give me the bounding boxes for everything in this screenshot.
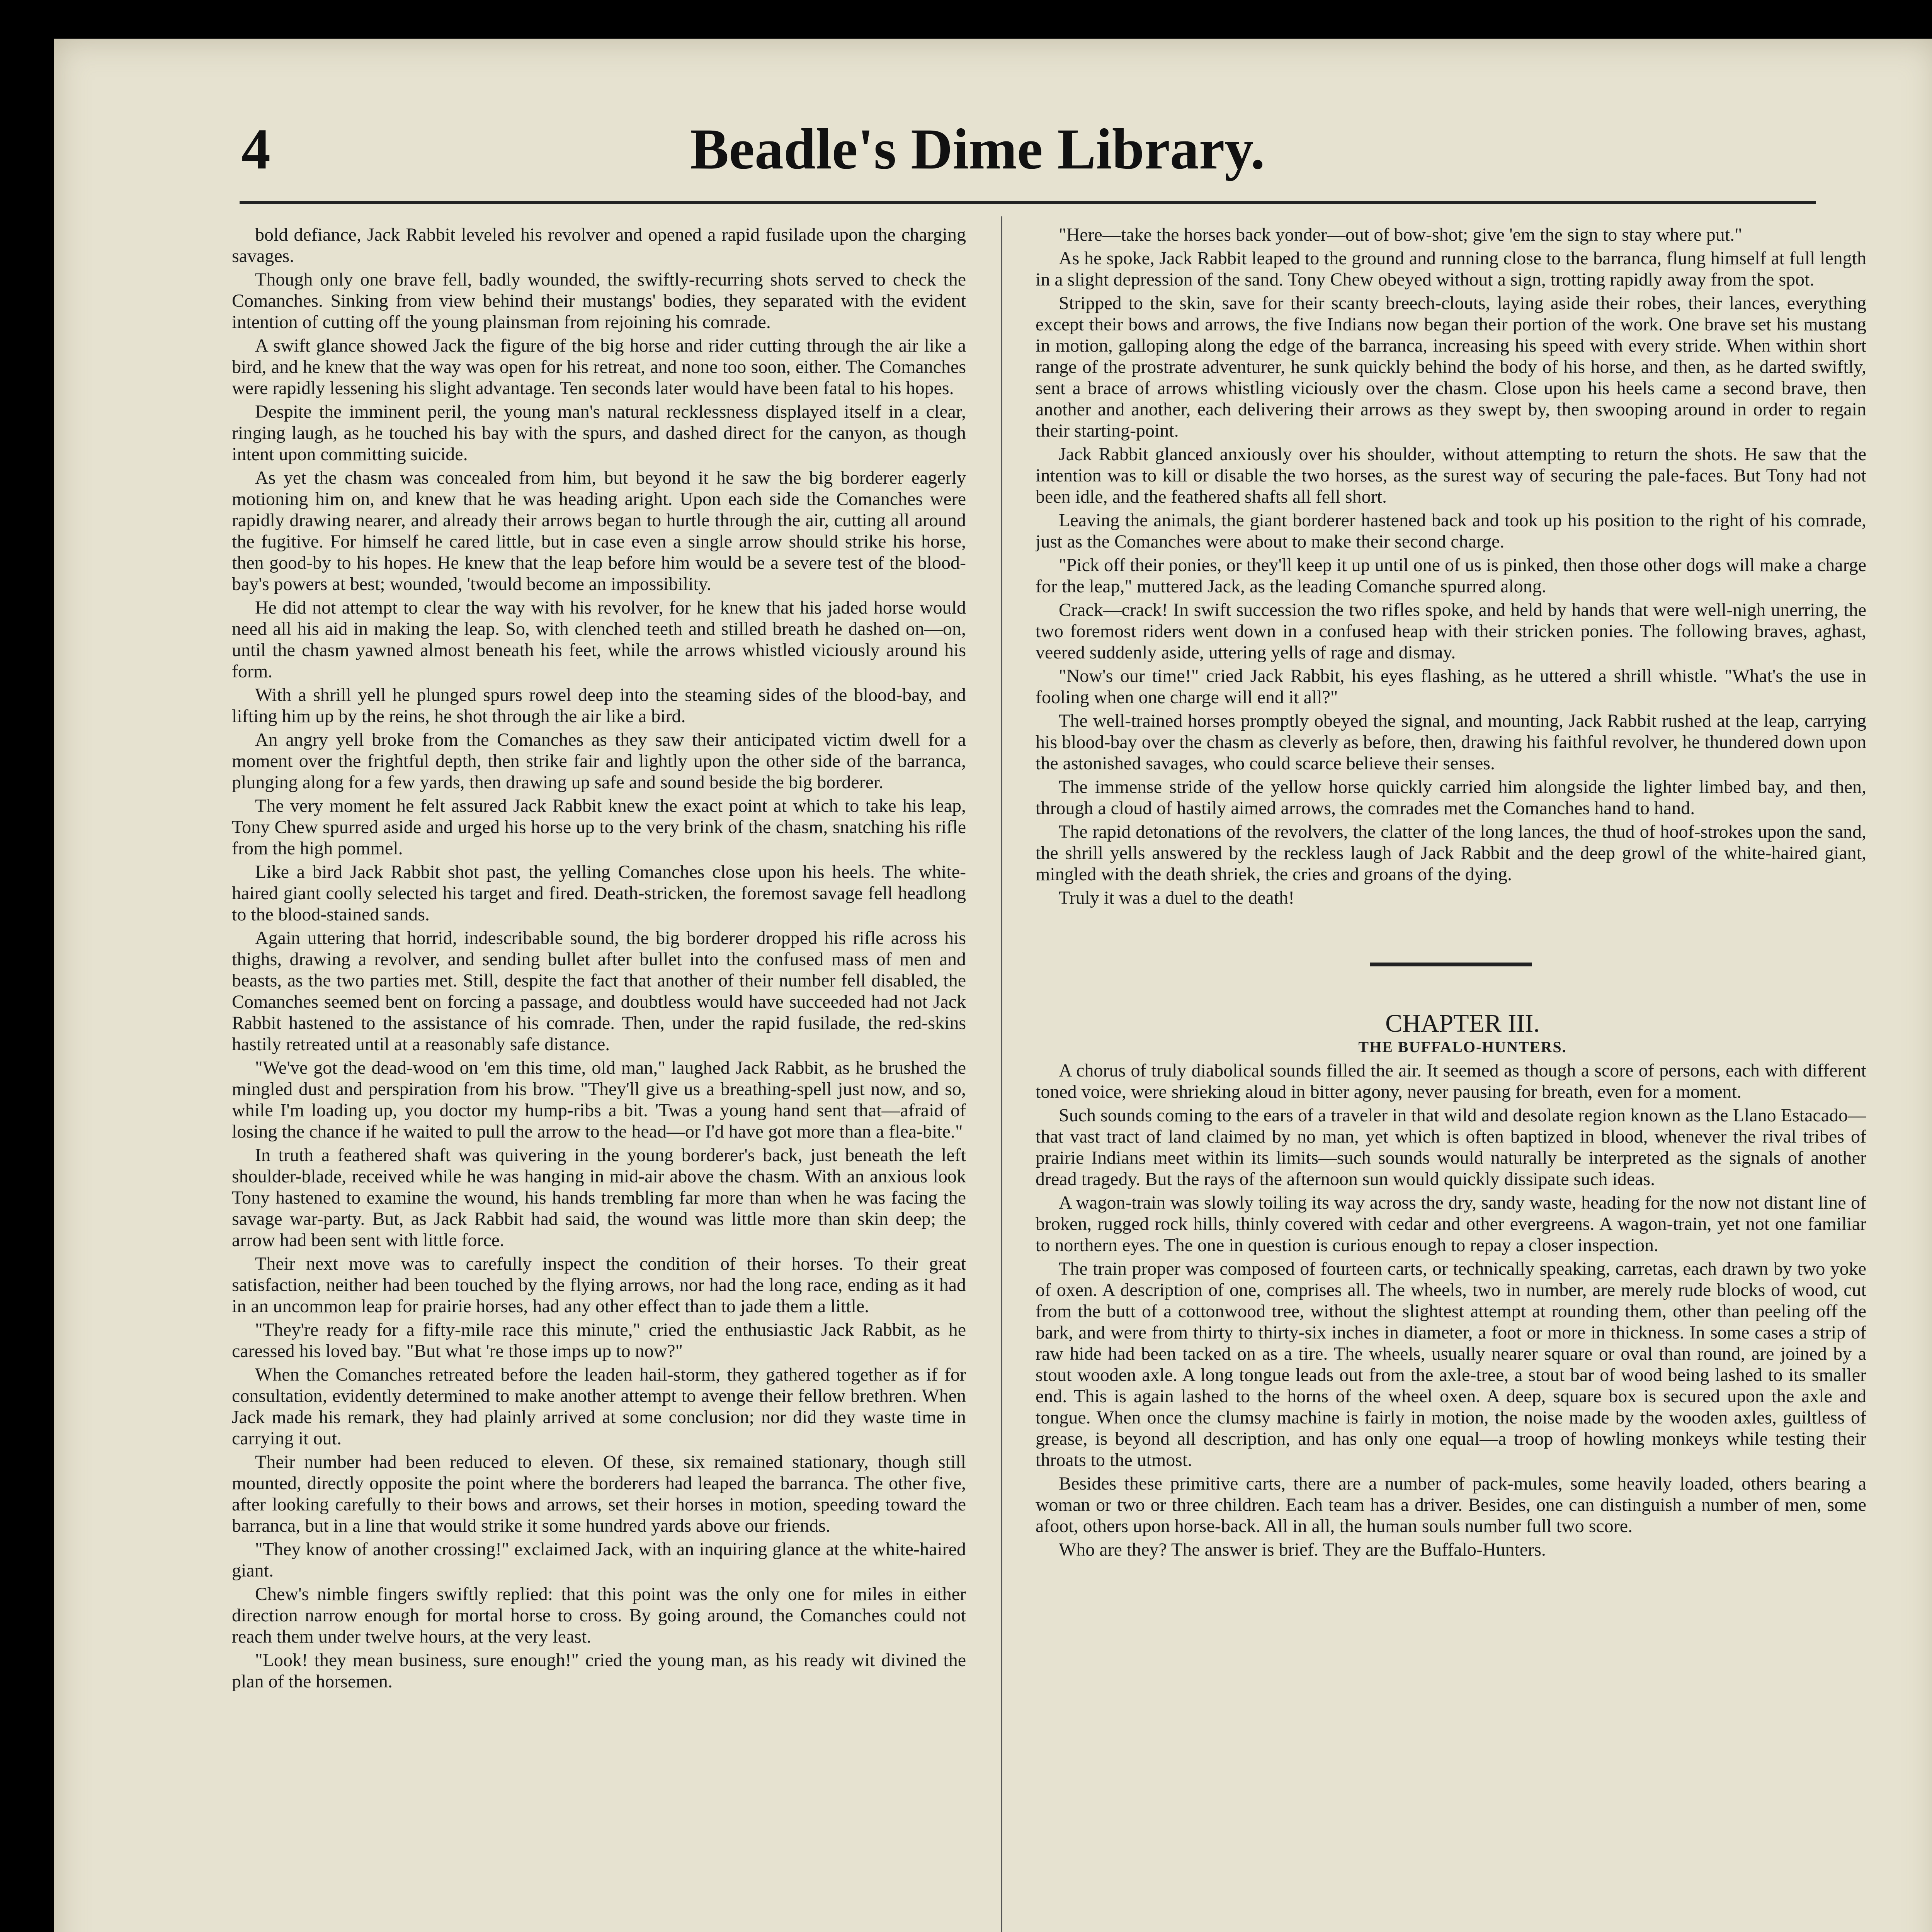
paragraph: Leaving the animals, the giant borderer hastened back and took up his position to the right of his comrade, just as the Comanches were about to make their second charge. bbox=[1036, 510, 1866, 552]
paragraph: Crack—crack! In swift succession the two rifles spoke, and held by hands that were well-nigh unerring, the two foremost riders went down in a confused heap with their stricken ponies. The following braves, aghast, veered suddenly aside, uttering yells of rage and dismay. bbox=[1036, 600, 1866, 663]
paragraph: Chew's nimble fingers swiftly replied: that this point was the only one for miles in either direction narrow enough for mortal horse to cross. By going around, the Comanches could not reach them under twelve hours, at the very least. bbox=[232, 1584, 966, 1647]
paragraph: Again uttering that horrid, indescribable sound, the big borderer dropped his rifle across his thighs, drawing a revolver, and sending bullet after bullet into the confused mass of men and beasts, as the two parties met. Still, despite the fact that another of their number fell disabled, the Comanches seemed bent on forcing a passage, and doubtless would have succeeded had not Jack Rabbit hastened to the assistance of his comrade. Then, under the rapid fusilade, the red-skins hastily retreated until at a reasonably safe distance. bbox=[232, 928, 966, 1054]
paragraph: "They know of another crossing!" exclaimed Jack, with an inquiring glance at the white-haired giant. bbox=[232, 1539, 966, 1581]
section-rule bbox=[1370, 963, 1532, 966]
paragraph: Their next move was to carefully inspect the condition of their horses. To their great satisfaction, neither had been touched by the flying arrows, nor had the long race, ending as it had in an uncommon leap for prairie horses, had any other effect than to jade them a little. bbox=[232, 1253, 966, 1316]
paragraph: "Look! they mean business, sure enough!" cried the young man, as his ready wit divined the plan of the horsemen. bbox=[232, 1650, 966, 1692]
column-divider bbox=[1001, 216, 1002, 1932]
paragraph: The train proper was composed of fourteen carts, or technically speaking, carretas, each drawn by two yoke of oxen. A description of one, comprises all. The wheels, two in number, are merely rude blocks of wood, cut from the butt of a cottonwood tree, without the slightest attempt at rounding them, other than peeling off the bark, and were from thirty to thirty-six inches in diameter, a foot or more in thickness. In some cases a strip of raw hide had been tacked on as a tire. The wheels, usually nearer square or oval than round, are joined by a stout wooden axle. A long tongue leads out from the axle-tree, a stout bar of wood being lashed to its smaller end. This is again lashed to the horns of the wheel oxen. A deep, square box is secured upon the axle and tongue. When once the clumsy machine is fairly in motion, the noise made by the wooden axles, guiltless of grease, is beyond all description, and has only one equal—a troop of howling monkeys while testing their throats to the utmost. bbox=[1036, 1259, 1866, 1470]
paragraph: "We've got the dead-wood on 'em this time, old man," laughed Jack Rabbit, as he brushed the mingled dust and perspiration from his brow. "They'll give us a breathing-spell just now, and so, while I'm loading up, you doctor my hump-ribs a bit. 'Twas a young hand sent that—afraid of losing the chance if he waited to pull the arrow to the head—or I'd have got more than a flea-bite." bbox=[232, 1058, 966, 1142]
paragraph: "They're ready for a fifty-mile race this minute," cried the enthusiastic Jack Rabbit, as he caressed his loved bay. "But what 're those imps up to now?" bbox=[232, 1320, 966, 1361]
paragraph: The immense stride of the yellow horse quickly carried him alongside the lighter limbed bay, and then, through a cloud of hastily aimed arrows, the comrades met the Comanches hand to hand. bbox=[1036, 777, 1866, 818]
paragraph: The rapid detonations of the revolvers, the clatter of the long lances, the thud of hoof-strokes upon the sand, the shrill yells answered by the reckless laugh of Jack Rabbit and the deep growl of the white-haired giant, mingled with the death shriek, the cries and groans of the dying. bbox=[1036, 821, 1866, 884]
page-number: 4 bbox=[242, 117, 270, 181]
page-header bbox=[185, 116, 1770, 220]
chapter-text bbox=[1036, 1060, 1866, 1560]
paragraph: Truly it was a duel to the death! bbox=[1059, 888, 1295, 908]
paragraph: An angry yell broke from the Comanches as they saw their anticipated victim dwell for a moment over the frightful depth, then strike fair and lightly upon the other side of the barranca, plunging along for a few yards, then drawing up safe and sound beside the big borderer. bbox=[232, 730, 966, 793]
paragraph: In truth a feathered shaft was quivering in the young borderer's back, just beneath the left shoulder-blade, received while he was hanging in mid-air above the chasm. With an anxious look Tony hastened to examine the wound, his hands trembling far more than when he was facing the savage war-party. But, as Jack Rabbit had said, the wound was little more than skin deep; the arrow had been sent with little force. bbox=[232, 1145, 966, 1250]
paragraph: As yet the chasm was concealed from him, but beyond it he saw the big borderer eagerly motioning him on, and knew that he was heading aright. Upon each side the Comanches were rapidly drawing nearer, and already their arrows began to hurtle through the air, cutting all around the fugitive. For himself he cared little, but in case even a single arrow should strike his horse, then good-by to his hopes. He knew that the leap before him would be a severe test of the blood-bay's powers at best; wounded, 'twould become an impossibility. bbox=[232, 468, 966, 594]
paragraph: "Here—take the horses back yonder—out of bow-shot; give 'em the sign to stay where put." bbox=[1059, 224, 1742, 245]
paragraph: He did not attempt to clear the way with his revolver, for he knew that his jaded horse would need all his aid in making the leap. So, with clenched teeth and stilled breath he dashed on—on, until the chasm yawned almost beneath his feet, while the arrows whistled viciously around his form. bbox=[232, 597, 966, 682]
paragraph: bold defiance, Jack Rabbit leveled his revolver and opened a rapid fusilade upon the charging savages. bbox=[232, 224, 966, 266]
paragraph: The very moment he felt assured Jack Rabbit knew the exact point at which to take his leap, Tony Chew spurred aside and urged his horse up to the very brink of the chasm, snatching his rifle from the high pommel. bbox=[232, 796, 966, 859]
right-column bbox=[1036, 224, 1866, 1932]
paragraph: The well-trained horses promptly obeyed the signal, and mounting, Jack Rabbit rushed at the leap, carrying his blood-bay over the chasm as cleverly as before, then, drawing his faithful revolver, he thundered down upon the astonished savages, who could scarce believe their senses. bbox=[1036, 711, 1866, 774]
paragraph: When the Comanches retreated before the leaden hail-storm, they gathered together as if for consultation, evidently determined to make another attempt to avenge their fellow brethren. When Jack made his remark, they had plainly arrived at some conclusion; nor did they waste time in carrying it out. bbox=[232, 1364, 966, 1449]
paragraph: Stripped to the skin, save for their scanty breech-clouts, laying aside their robes, their lances, everything except their bows and arrows, the five Indians now began their portion of the work. One brave set his mustang in motion, galloping along the edge of the barranca, increasing his speed with every stride. When within short range of the prostrate adventurer, he sunk quickly behind the body of his horse, and then, as he darted swiftly, sent a brace of arrows whistling viciously over the chasm. Close upon his heels came a second brave, then another and another, each delivering their arrows as they swept by, then swooping around in order to regain their starting-point. bbox=[1036, 293, 1866, 441]
left-column bbox=[232, 224, 966, 1932]
paragraph: With a shrill yell he plunged spurs rowel deep into the steaming sides of the blood-bay, and lifting him up by the reins, he shot through the air like a bird. bbox=[232, 685, 966, 726]
paragraph: "Now's our time!" cried Jack Rabbit, his eyes flashing, as he uttered a shrill whistle. "What's the use in fooling when one charge will end it all?" bbox=[1036, 666, 1866, 707]
header-rule bbox=[240, 201, 1816, 204]
paragraph: As he spoke, Jack Rabbit leaped to the ground and running close to the barranca, flung himself at full length in a slight depression of the sand. Tony Chew obeyed without a sign, trotting rapidly away from the spot. bbox=[1036, 248, 1866, 290]
paragraph: Besides these primitive carts, there are a number of pack-mules, some heavily loaded, others bearing a woman or two or three children. Each team has a driver. Besides, one can distinguish a number of men, some afoot, others upon horse-back. All in all, the human souls number full two score. bbox=[1036, 1473, 1866, 1536]
chapter-title: CHAPTER III. bbox=[1385, 1009, 1540, 1037]
paragraph: Like a bird Jack Rabbit shot past, the yelling Comanches close upon his heels. The white-haired giant coolly selected his target and fired. Death-stricken, the foremost savage fell headlong to the blood-stained sands. bbox=[232, 862, 966, 925]
chapter-subtitle: THE BUFFALO-HUNTERS. bbox=[1358, 1038, 1567, 1056]
right-column-story bbox=[1036, 224, 1866, 908]
paragraph: Their number had been reduced to eleven. Of these, six remained stationary, though still mounted, directly opposite the point where the borderers had leaped the barranca. The other five, after looking carefully to their bows and arrows, set their horses in motion, speeding toward the barranca, but in a line that would strike it some hundred yards above our friends. bbox=[232, 1452, 966, 1536]
paragraph: "Pick off their ponies, or they'll keep it up until one of us is pinked, then those other dogs will make a charge for the leap," muttered Jack, as the leading Comanche spurred along. bbox=[1036, 555, 1866, 597]
paragraph: Such sounds coming to the ears of a traveler in that wild and desolate region known as the Llano Estacado—that vast tract of land claimed by no man, yet which is often baptized in blood, whenever the rival tribes of prairie Indians meet within its limits—such sounds would naturally be interpreted as the signals of another dread tragedy. But the rays of the afternoon sun would quickly dissipate such ideas. bbox=[1036, 1105, 1866, 1189]
paragraph: A chorus of truly diabolical sounds filled the air. It seemed as though a score of persons, each with different toned voice, were shrieking aloud in bitter agony, never pausing for breath, even for a moment. bbox=[1036, 1060, 1866, 1102]
publication-title: Beadle's Dime Library. bbox=[690, 117, 1265, 181]
paragraph: A swift glance showed Jack the figure of the big horse and rider cutting through the air like a bird, and he knew that the way was open for his retreat, and none too soon, either. The Comanches were rapidly lessening his slight advantage. Ten seconds later would have been fatal to his hopes. bbox=[232, 335, 966, 398]
paragraph: Jack Rabbit glanced anxiously over his shoulder, without attempting to return the shots. He saw that the intention was to kill or disable the two horses, as the surest way of securing the pale-faces. But Tony had not been idle, and the feathered shafts all fell short. bbox=[1036, 444, 1866, 507]
paragraph: A wagon-train was slowly toiling its way across the dry, sandy waste, heading for the now not distant line of broken, rugged rock hills, thinly covered with cedar and other evergreens. A wagon-train, yet not one familiar to northern eyes. The one in question is curious enough to repay a closer inspection. bbox=[1036, 1192, 1866, 1255]
paragraph: Who are they? The answer is brief. They are the Buffalo-Hunters. bbox=[1059, 1539, 1546, 1560]
paragraph: Though only one brave fell, badly wounded, the swiftly-recurring shots served to check the Comanches. Sinking from view behind their mustangs' bodies, they separated with the evident intention of cutting off the young plainsman from rejoining his comrade. bbox=[232, 269, 966, 332]
paragraph: Despite the imminent peril, the young man's natural recklessness displayed itself in a clear, ringing laugh, as he touched his bay with the spurs, and dashed direct for the canyon, as though intent upon committing suicide. bbox=[232, 401, 966, 464]
